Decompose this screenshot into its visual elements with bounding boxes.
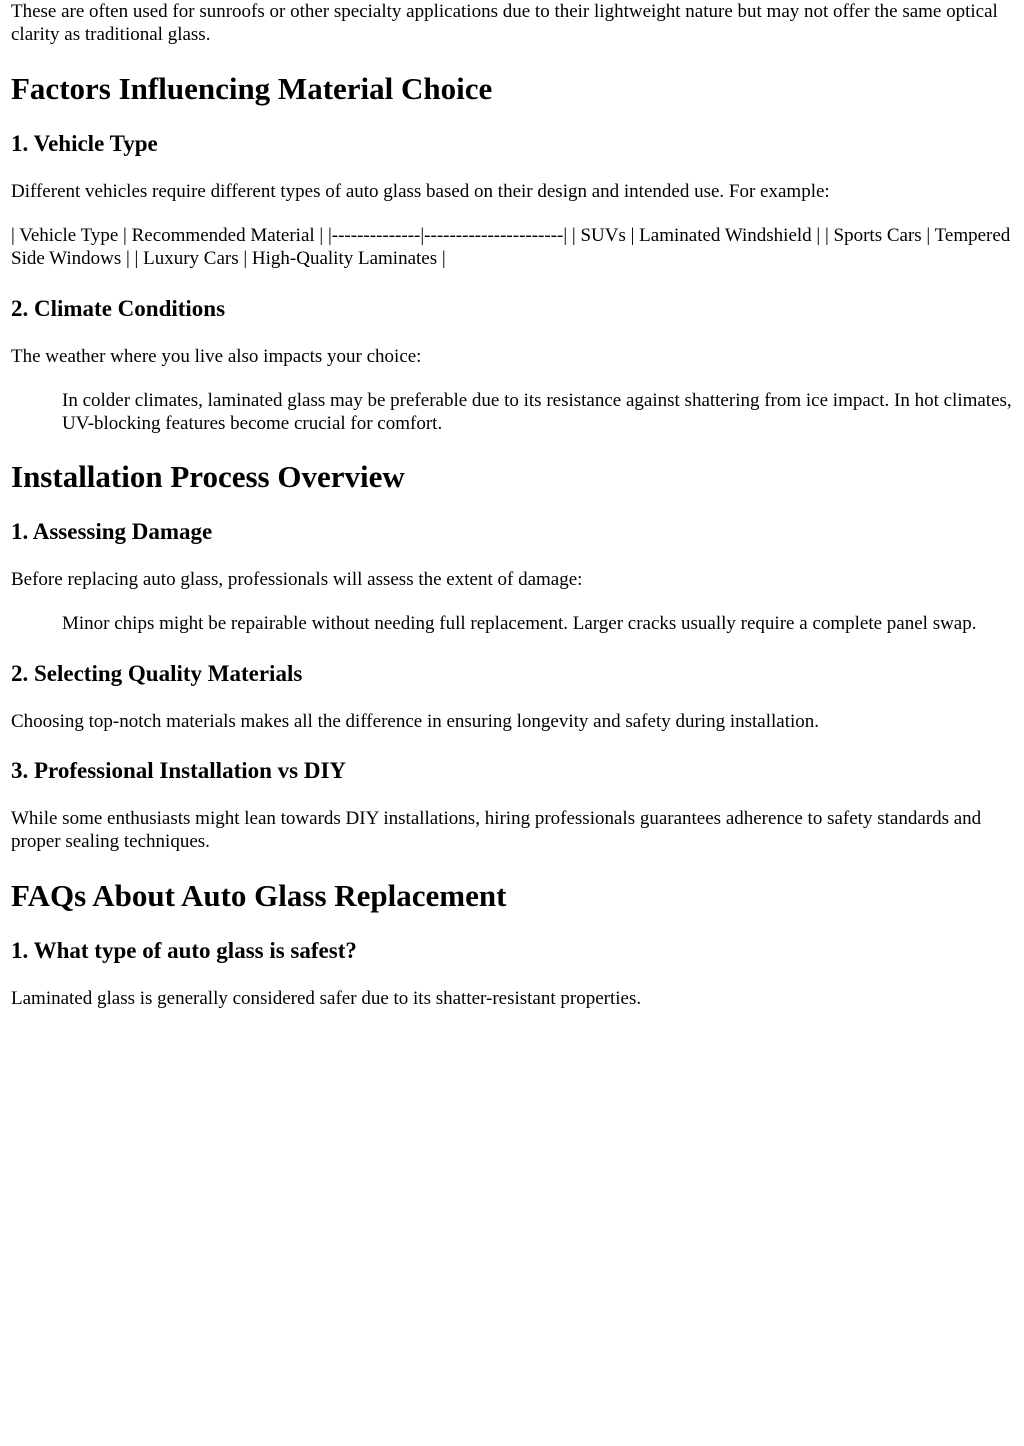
vehicle-type-table-text: | Vehicle Type | Recommended Material | |--------------|----------------------| | SUVs | Laminated Windshield | | Sports Cars | Tempered Side Windows | | Luxury Cars | High-Quality Laminates | [11, 225, 1011, 269]
professional-heading: 3. Professional Installation vs DIY [11, 758, 347, 783]
assessing-paragraph: Before replacing auto glass, professionals will assess the extent of damage: [11, 569, 583, 590]
vehicle-type-heading: 1. Vehicle Type [11, 131, 158, 156]
assessing-heading: 1. Assessing Damage [11, 519, 213, 544]
selecting-paragraph: Choosing top-notch materials makes all the difference in ensuring longevity and safety during installation. [11, 711, 820, 732]
vehicle-type-paragraph: Different vehicles require different types of auto glass based on their design and intended use. For example: [11, 181, 830, 202]
factors-heading: Factors Influencing Material Choice [11, 71, 493, 106]
selecting-heading: 2. Selecting Quality Materials [11, 661, 303, 686]
faq-1-answer: Laminated glass is generally considered safer due to its shatter-resistant properties. [11, 988, 642, 1009]
faq-1-question: 1. What type of auto glass is safest? [11, 938, 357, 963]
professional-paragraph: While some enthusiasts might lean towards DIY installations, hiring professionals guarantees adherence to safety standards and proper sealing techniques. [11, 808, 982, 852]
installation-heading: Installation Process Overview [11, 459, 405, 494]
climate-quote: In colder climates, laminated glass may be preferable due to its resistance against shattering from ice impact. In hot climates, UV-blocking features become crucial for comfort. [62, 390, 1012, 434]
faqs-heading: FAQs About Auto Glass Replacement [11, 878, 507, 913]
intro-paragraph: These are often used for sunroofs or other specialty applications due to their lightweight nature but may not offer the same optical clarity as traditional glass. [11, 1, 998, 45]
assessing-quote: Minor chips might be repairable without needing full replacement. Larger cracks usually require a complete panel swap. [62, 613, 977, 634]
climate-paragraph: The weather where you live also impacts your choice: [11, 346, 422, 367]
climate-heading: 2. Climate Conditions [11, 296, 226, 321]
